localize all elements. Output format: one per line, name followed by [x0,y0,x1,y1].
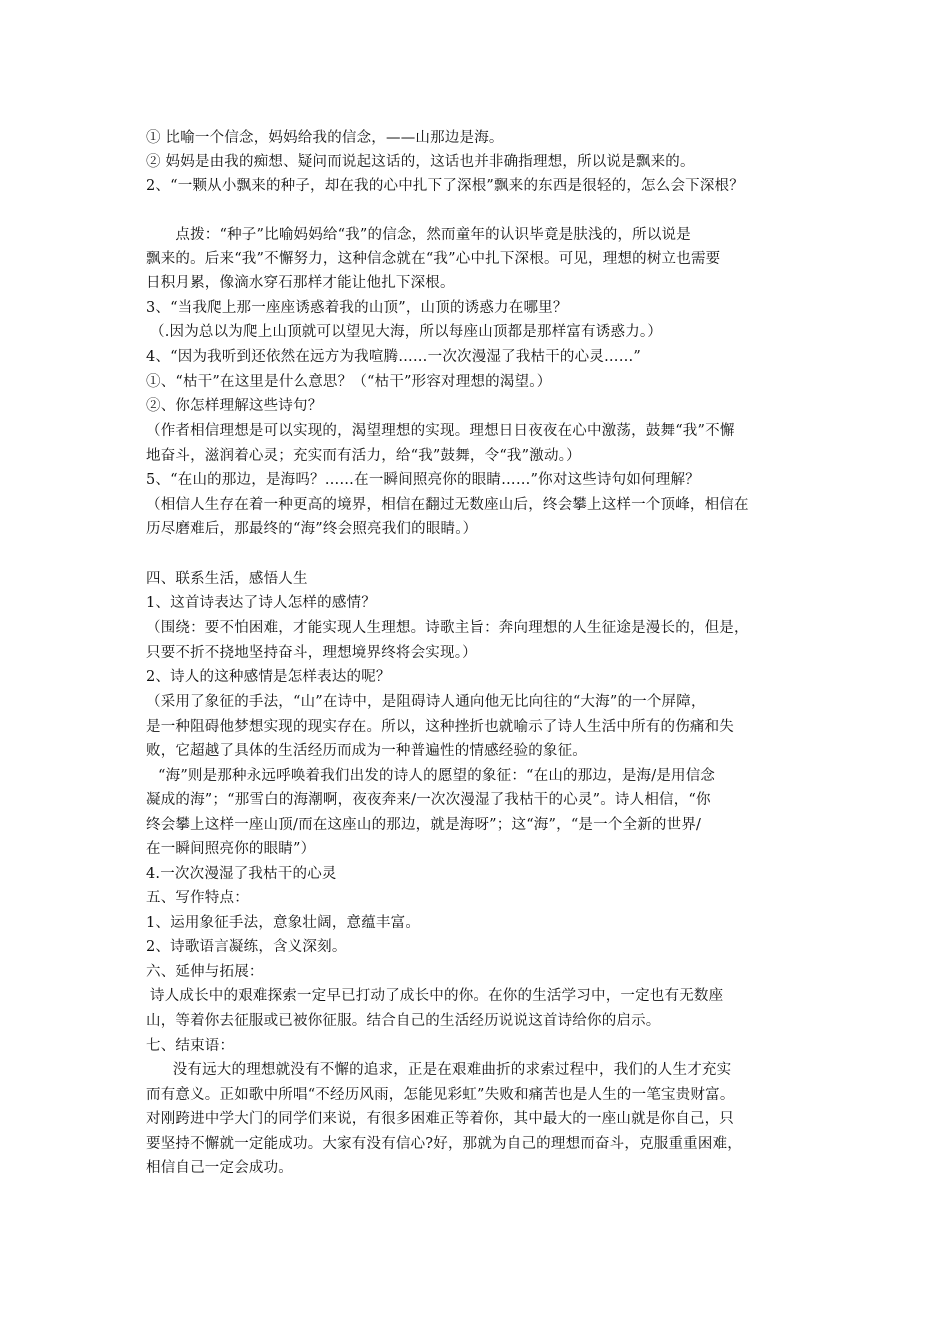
section-heading: 四、联系生活，感悟人生 [146,571,308,587]
text-line: ② 妈妈是由我的痴想、疑问而说起这话的，这话也并非确指理想，所以说是飘来的。 [146,154,695,170]
text-line: 点拨：“种子”比喻妈妈给“我”的信念，然而童年的认识毕竟是肤浅的，所以说是 [146,227,691,243]
text-line: 3、“当我爬上那一座座诱惑着我的山顶”，山顶的诱惑力在哪里？ [146,300,568,316]
text-line: 2、诗歌语言凝练，含义深刻。 [146,939,347,955]
text-line: 5、“在山的那边，是海吗？……在一瞬间照亮你的眼睛……”你对这些诗句如何理解？ [146,472,700,488]
section-heading: 五、写作特点： [146,890,249,906]
text-line: 4.一次次漫湿了我枯干的心灵 [146,866,337,882]
text-line: 要坚持不懈就一定能成功。大家有没有信心?好，那就为自己的理想而奋斗，克服重重困难， [146,1136,742,1152]
text-line: 是一种阻碍他梦想实现的现实存在。所以，这种挫折也就喻示了诗人生活中所有的伤痛和失 [146,719,734,735]
text-line: 1、运用象征手法，意象壮阔，意蕴丰富。 [146,915,421,931]
text-line: （采用了象征的手法，“山”在诗中，是阻碍诗人通向他无比向往的“大海”的一个屏障， [146,694,706,710]
text-line: ②、你怎样理解这些诗句？ [146,398,323,414]
text-line: 1、这首诗表达了诗人怎样的感情？ [146,595,376,611]
section-heading: 六、延伸与拓展： [146,964,264,980]
text-line: 2、“一颗从小飘来的种子，却在我的心中扎下了深根”飘来的东西是很轻的，怎么会下深根？ [146,178,744,194]
text-line: 相信自己一定会成功。 [146,1160,293,1176]
text-line: ① 比喻一个信念，妈妈给我的信念，——山那边是海。 [146,130,504,146]
text-line: ①、“枯干”在这里是什么意思？（“枯干”形容对理想的渴望。） [146,374,552,390]
text-line: 诗人成长中的艰难探索一定早已打动了成长中的你。在你的生活学习中，一定也有无数座 [150,988,724,1004]
text-line: “海”则是那种永远呼唤着我们出发的诗人的愿望的象征：“在山的那边，是海/是用信念 [158,768,716,784]
text-line: 历尽磨难后，那最终的“海”终会照亮我们的眼睛。） [146,521,478,537]
text-line: 山，等着你去征服或已被你征服。结合自己的生活经历说说这首诗给你的启示。 [146,1013,661,1029]
text-line: 而有意义。正如歌中所唱“不经历风雨，怎能见彩虹”失败和痛苦也是人生的一笔宝贵财富。 [146,1087,735,1103]
text-line: （围绕：要不怕困难，才能实现人生理想。诗歌主旨：奔向理想的人生征途是漫长的，但是， [146,620,749,636]
text-line: 终会攀上这样一座山顶/而在这座山的那边，就是海呀”；这“海”，“是一个全新的世界/ [146,817,702,833]
text-line: 日积月累，像滴水穿石那样才能让他扎下深根。 [146,275,455,291]
text-line: 飘来的。后来“我”不懈努力，这种信念就在“我”心中扎下深根。可见，理想的树立也需要 [146,251,721,267]
text-line: 败，它超越了具体的生活经历而成为一种普遍性的情感经验的象征。 [146,743,587,759]
text-line: 只要不折不挠地坚持奋斗，理想境界终将会实现。） [146,645,477,661]
text-line: 对刚跨进中学大门的同学们来说，有很多困难正等着你，其中最大的一座山就是你自己，只 [146,1111,734,1127]
text-line: （.因为总以为爬上山顶就可以望见大海，所以每座山顶都是那样富有诱惑力。） [150,324,663,340]
text-line: （作者相信理想是可以实现的，渴望理想的实现。理想日日夜夜在心中激荡，鼓舞“我”不懈 [146,423,735,439]
text-line: 凝成的海”；“那雪白的海潮啊，夜夜奔来/一次次漫湿了我枯干的心灵”。诗人相信，“你 [146,792,711,808]
text-line: 在一瞬间照亮你的眼睛”） [146,841,316,857]
text-line: 4、“因为我听到还依然在远方为我喧腾……一次次漫湿了我枯干的心灵……” [146,349,642,365]
text-line: 没有远大的理想就没有不懈的追求，正是在艰难曲折的求索过程中，我们的人生才充实 [158,1062,732,1078]
text-line: 地奋斗，滋润着心灵；充实而有活力，给“我”鼓舞，令“我”激动。） [146,448,581,464]
text-line: （相信人生存在着一种更高的境界，相信在翻过无数座山后，终会攀上这样一个顶峰，相信在 [146,497,749,513]
section-heading: 七、结束语： [146,1038,235,1054]
text-line: 2、诗人的这种感情是怎样表达的呢？ [146,669,391,685]
